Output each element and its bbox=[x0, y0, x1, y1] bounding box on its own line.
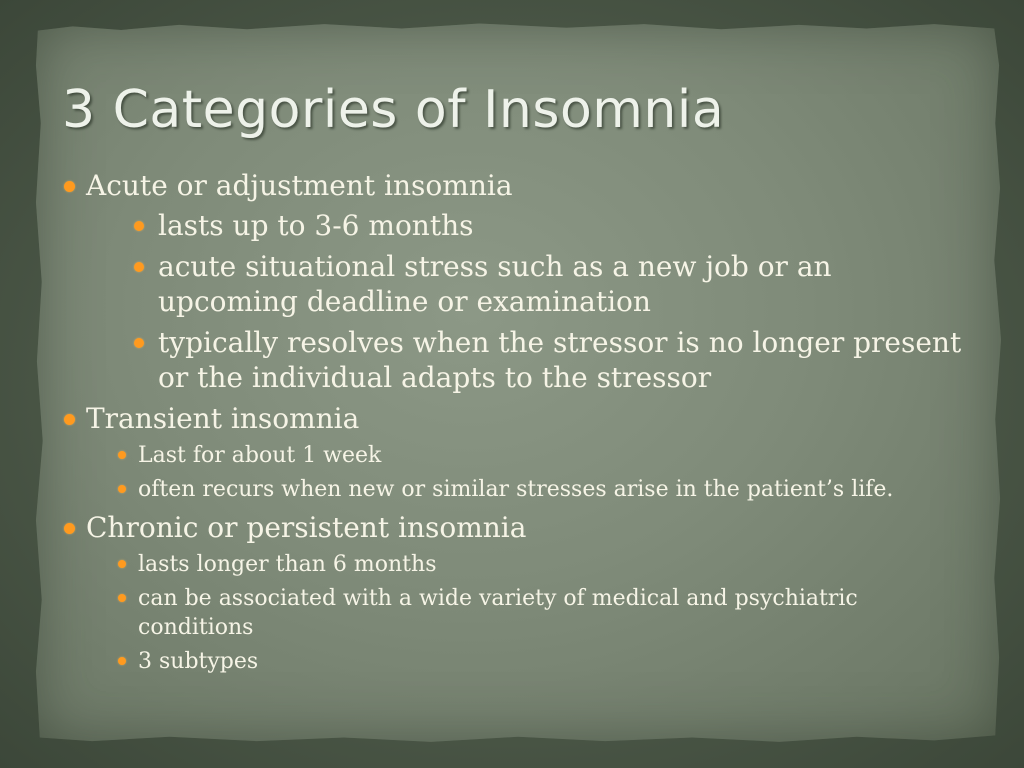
slide-title: 3 Categories of Insomnia bbox=[62, 80, 725, 140]
sub-list-item bbox=[86, 475, 972, 504]
section-heading: Acute or adjustment insomnia bbox=[86, 169, 513, 202]
list-item-transient-insomnia bbox=[62, 401, 972, 504]
sub-item-text: acute situational stress such as a new job or an upcoming deadline or examination bbox=[158, 250, 832, 318]
section-heading: Transient insomnia bbox=[86, 402, 360, 435]
sub-item-text: often recurs when new or similar stresses arise in the patient’s life. bbox=[138, 477, 894, 502]
bullet-icon bbox=[64, 523, 75, 534]
sub-list-item bbox=[86, 249, 972, 319]
bullet-icon bbox=[118, 657, 126, 665]
sub-item-text: can be associated with a wide variety of medical and psychiatric conditions bbox=[138, 586, 858, 640]
sub-list bbox=[86, 550, 972, 676]
bullet-icon bbox=[134, 338, 144, 348]
bullet-icon bbox=[134, 262, 144, 272]
list-item-acute-insomnia bbox=[62, 168, 972, 395]
sub-list-item bbox=[86, 441, 972, 470]
sub-item-text: typically resolves when the stressor is no longer present or the individual adapts to the stressor bbox=[158, 326, 962, 394]
bullet-icon bbox=[118, 485, 126, 493]
list-item-chronic-insomnia bbox=[62, 510, 972, 676]
bullet-icon bbox=[134, 221, 144, 231]
sub-list-item bbox=[86, 325, 972, 395]
sub-item-text: lasts up to 3-6 months bbox=[158, 209, 474, 242]
bullet-icon bbox=[118, 451, 126, 459]
sub-list-item bbox=[86, 647, 972, 676]
slide-content bbox=[62, 168, 972, 682]
sub-list bbox=[86, 441, 972, 504]
sub-list-item bbox=[86, 208, 972, 243]
section-heading: Chronic or persistent insomnia bbox=[86, 511, 527, 544]
bullet-icon bbox=[118, 594, 126, 602]
sub-item-text: Last for about 1 week bbox=[138, 443, 382, 468]
bullet-icon bbox=[118, 560, 126, 568]
sub-item-text: 3 subtypes bbox=[138, 649, 259, 674]
bullet-list bbox=[62, 168, 972, 676]
sub-item-text: lasts longer than 6 months bbox=[138, 552, 437, 577]
sub-list-item bbox=[86, 550, 972, 579]
sub-list-item bbox=[86, 584, 972, 642]
bullet-icon bbox=[64, 181, 75, 192]
bullet-icon bbox=[64, 414, 75, 425]
sub-list bbox=[86, 208, 972, 395]
